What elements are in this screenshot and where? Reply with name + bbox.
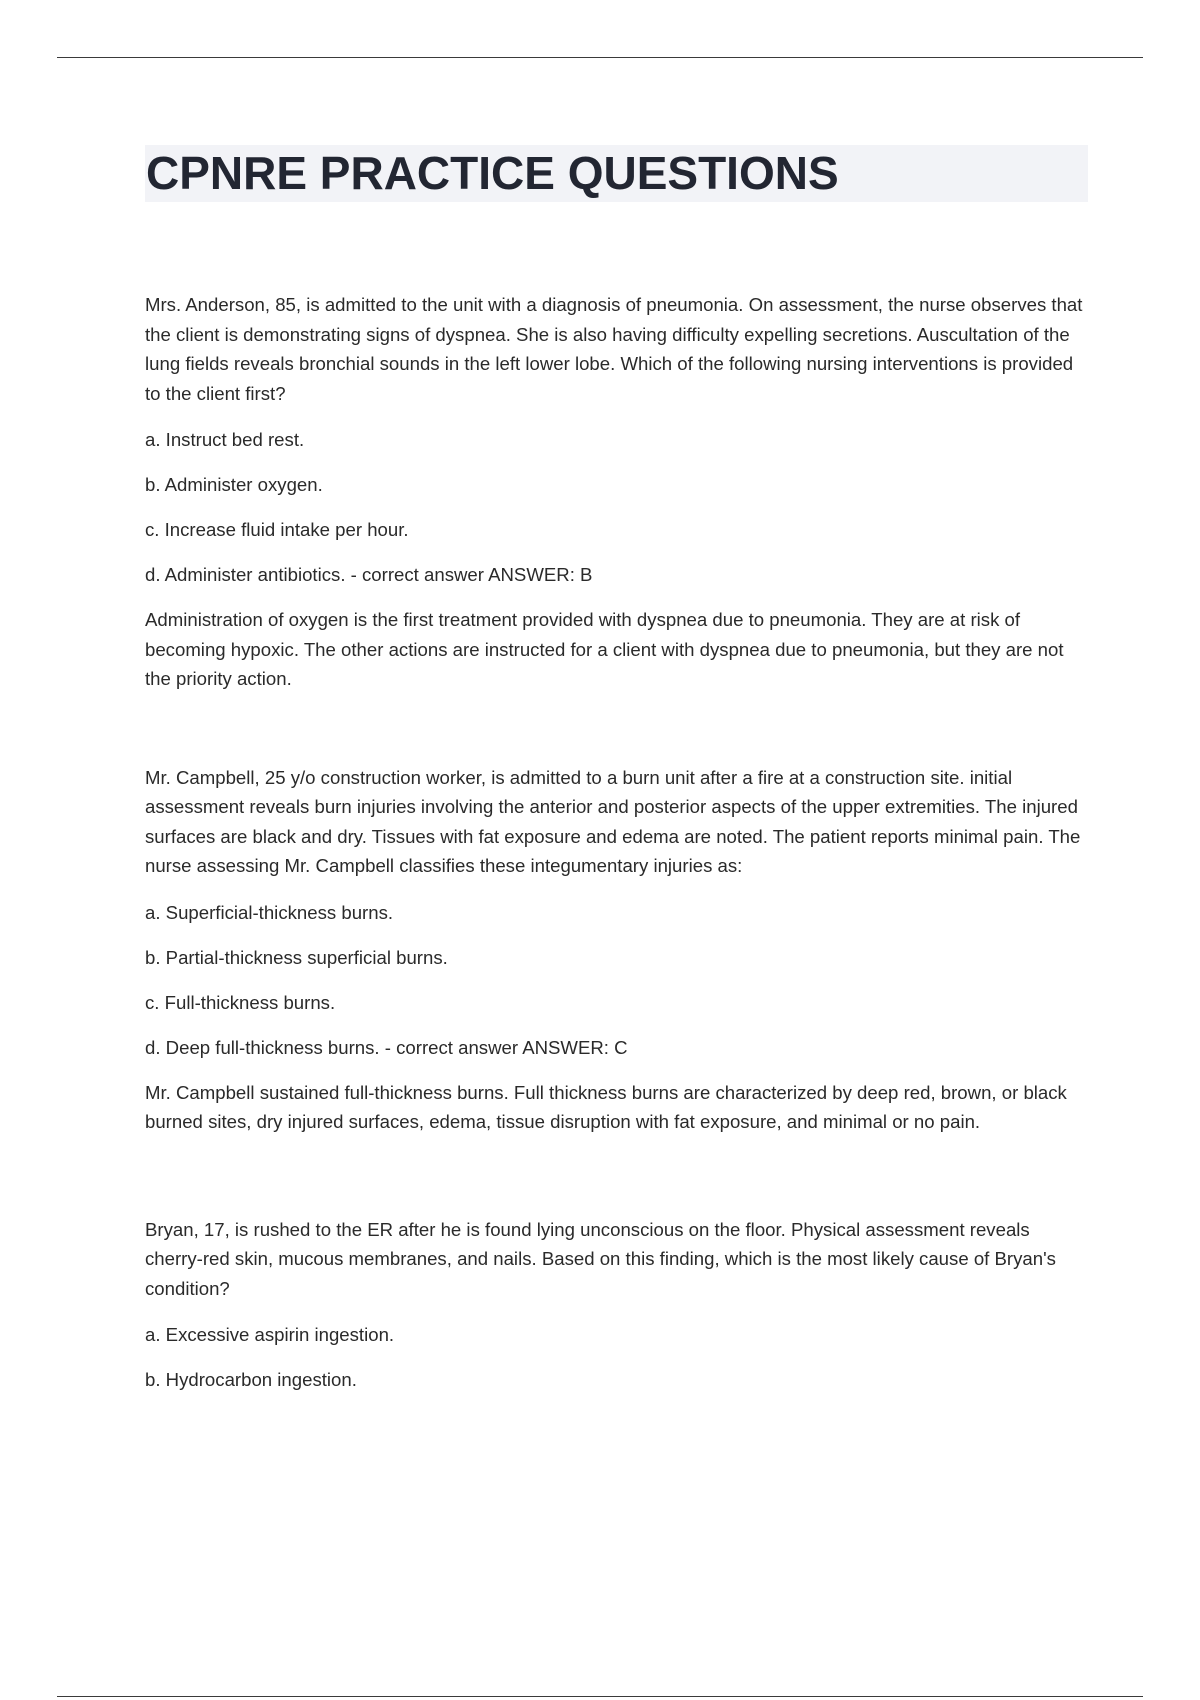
answer-option-a: a. Excessive aspirin ingestion.: [145, 1324, 395, 1345]
page-title: CPNRE PRACTICE QUESTIONS: [146, 147, 839, 199]
answer-option-c: c. Increase fluid intake per hour.: [145, 519, 409, 540]
spacer: [145, 694, 1090, 763]
document-body: [145, 290, 1090, 1410]
top-divider: [57, 57, 1143, 58]
answer-option-b: b. Hydrocarbon ingestion.: [145, 1369, 357, 1390]
question-stem: Bryan, 17, is rushed to the ER after he is found lying unconscious on the floor. Physical assessment reveals cherry-red skin, mucous membranes, and nails. Based on this finding, which is the most likely cause of Bryan's condition?: [145, 1218, 1056, 1299]
question-stem: Mrs. Anderson, 85, is admitted to the unit with a diagnosis of pneumonia. On assessment, the nurse observes that the client is demonstrating signs of dyspnea. She is also having difficulty expelling secretions. Auscultation of the lung fields reveals bronchial sounds in the left lower lobe. Which of the following nursing interventions is provided to the client first?: [145, 294, 1083, 404]
question-1: [145, 290, 1090, 694]
question-3: [145, 1215, 1090, 1395]
spacer: [145, 1137, 1090, 1215]
answer-option-b: b. Partial-thickness superficial burns.: [145, 946, 448, 968]
question-2: [145, 763, 1090, 1137]
answer-option-c: c. Full-thickness burns.: [145, 991, 336, 1013]
question-stem: Mr. Campbell, 25 y/o construction worker, is admitted to a burn unit after a fire at a construction site. initial assessment reveals burn injuries involving the anterior and posterior aspects of the upper extremities. The injured surfaces are black and dry. Tissues with fat exposure and edema are noted. The patient reports minimal pain. The nurse assessing Mr. Campbell classifies these integumentary injuries as:: [145, 766, 1081, 876]
answer-rationale: Mr. Campbell sustained full-thickness burns. Full thickness burns are characterized by deep red, brown, or black burned sites, dry injured surfaces, edema, tissue disruption with fat exposure, and minimal or no pain.: [145, 1081, 1067, 1132]
answer-option-a: a. Superficial-thickness burns.: [145, 901, 394, 923]
answer-option-d: d. Administer antibiotics. - correct answer ANSWER: B: [145, 564, 593, 585]
bottom-divider: [57, 1696, 1143, 1697]
answer-option-d: d. Deep full-thickness burns. - correct answer ANSWER: C: [145, 1036, 628, 1058]
answer-option-b: b. Administer oxygen.: [145, 474, 323, 495]
answer-rationale: Administration of oxygen is the first treatment provided with dyspnea due to pneumonia. They are at risk of becoming hypoxic. The other actions are instructed for a client with dyspnea due to pneumonia, but they are not the priority action.: [145, 609, 1064, 689]
answer-option-a: a. Instruct bed rest.: [145, 429, 305, 450]
